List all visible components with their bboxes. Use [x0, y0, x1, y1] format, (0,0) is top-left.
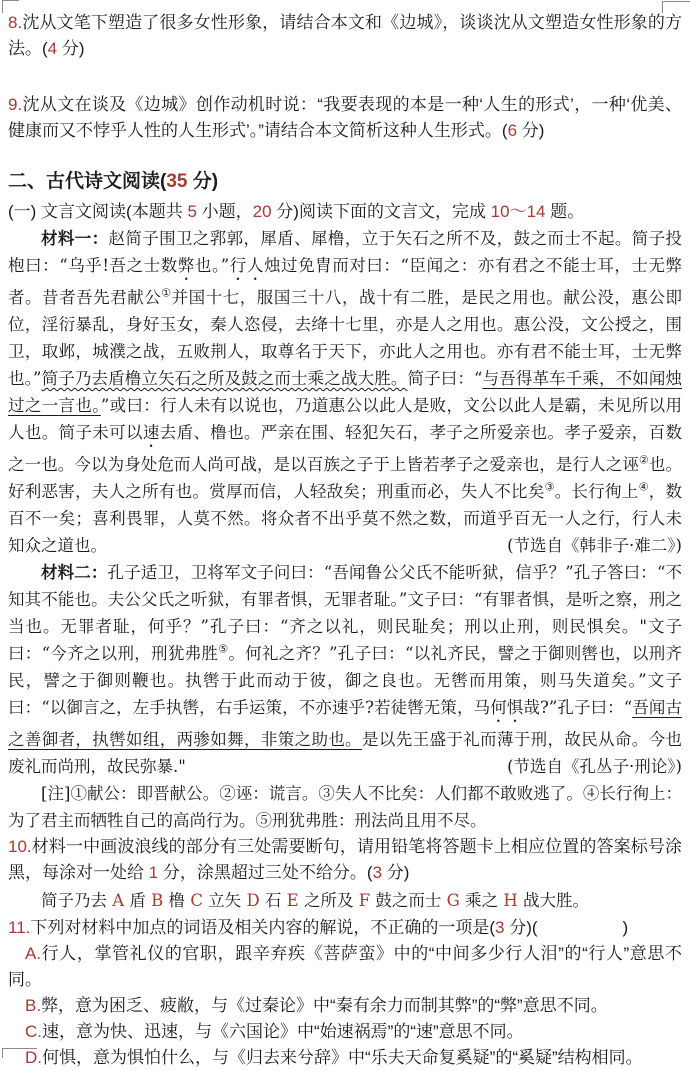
text-run: 赵简子围卫之郛郭，犀盾、犀橹，立于矢石之所不及，鼓之而士不起。简子投枹曰：“乌乎!吾之士数	[8, 229, 683, 275]
text-run: 分)( )	[504, 918, 629, 937]
option-b	[8, 993, 682, 1019]
text-run: 并国十七，服国三十八，战十有二胜，是民之用也。献公没，惠公即位，淫衍暴乱，身好玉女，秦人恣侵，去绛十七里，亦是人之用也。惠公没，文公授之，围卫，取邺，城濮之战，五败荆人，取尊名于天下，亦此人之用也。亦有君不能士耳，士无弊也。”	[8, 288, 682, 388]
option-d	[8, 1045, 682, 1071]
text-run: 石	[259, 891, 287, 910]
text-run: 立矢	[202, 891, 247, 910]
text-run: 5	[187, 202, 197, 221]
text-run: 烛过免胄而对曰：“臣闻之：亦有君之不能士耳，士无弊者。昔者吾先君献公	[8, 256, 683, 307]
text-run: 35	[166, 171, 188, 192]
text-run: 哉?”孔子曰：“	[523, 698, 633, 717]
text-run: 下列对材料中加点的词语及相关内容的解说，不正确的一项是(	[30, 918, 496, 937]
text-run: 鼓之而士	[370, 891, 447, 910]
question-9	[8, 92, 682, 144]
text-run: (节选自《韩非子·难二》)	[507, 536, 682, 555]
text-run: 分)	[382, 863, 410, 882]
text-run: 分)	[57, 39, 85, 58]
text-run: ③	[544, 480, 555, 494]
text-run: C	[190, 891, 203, 910]
text-run: 简子曰：“	[407, 369, 483, 388]
text-run: 沈从文笔下塑造了很多女性形象，请结合本文和《边城》，谈谈沈从文塑造女性形象的方法。(	[8, 13, 682, 58]
text-run: ⑤	[218, 642, 229, 656]
text-run: ④	[638, 480, 649, 494]
text-run: 6	[507, 121, 518, 140]
text-run: ①	[161, 286, 172, 300]
text-run: 3	[495, 918, 505, 937]
text-run: 橹	[163, 891, 191, 910]
text-run: 是以先王盛于礼而薄于刑，故民从命。今也废礼而尚刑，故民弥暴."	[8, 730, 683, 776]
text-run: H	[503, 891, 518, 910]
text-run: 二、古代诗文阅读(	[8, 171, 167, 192]
text-run: (一) 文言文阅读(本题共	[8, 202, 188, 221]
text-run: 乘之	[459, 891, 504, 910]
text-run: (节选自《孔丛子·刑论》)	[507, 757, 682, 776]
text-run: 与吾得革车千乘，不如闻烛过之一言也。	[8, 369, 683, 415]
text-run: 吾闻古之善御者，执辔如组，两骖如舞，非策之助也。	[8, 698, 683, 749]
text-run: 。长行徇上	[554, 482, 639, 501]
text-run: E	[286, 891, 299, 910]
text-run: 1	[148, 863, 159, 882]
text-run: 之所及	[298, 891, 359, 910]
text-run: 弊	[177, 256, 195, 275]
text-run: D	[246, 891, 260, 910]
text-run: 行人	[229, 256, 264, 275]
text-run: 沈从文在谈及《边城》创作动机时说：“我要表现的本是一种‘人生的形式’，一种‘优美、健康而又不悖乎人性的人生形式’。”请结合本文简析这种人生形式。(	[8, 95, 682, 140]
text-run: 简子乃去	[41, 891, 113, 910]
text-run: 也。好利恶害，夫人之所有也。赏厚而信，人轻敌矣；刑重而必，失人不比矣	[8, 455, 682, 501]
text-run: F	[358, 891, 371, 910]
text-run: 盾	[124, 891, 152, 910]
footnotes	[8, 780, 682, 834]
text-run: D.	[25, 1048, 42, 1067]
text-run: C.	[25, 1022, 42, 1041]
text-run: 战大胜。	[517, 891, 589, 910]
material-1-passage	[8, 225, 682, 559]
text-run: 20	[252, 202, 272, 221]
text-run: 何惧，意为惧怕什么，与《归去来兮辞》中“乐夫天命复奚疑”的“奚疑”结构相同。	[42, 1048, 643, 1067]
text-run: 分)	[517, 121, 545, 140]
option-c	[8, 1019, 682, 1045]
text-run: 4	[47, 39, 58, 58]
question-8	[8, 10, 682, 62]
text-run: ，数百不一矣；喜利畏罪，人莫不然。将众者不出乎莫不然之数，而道乎百无一人之行，行人未知众之道也。	[8, 482, 683, 555]
text-run: [注]①献公：即晋献公。②诬：谎言。③失人不比矣：人们都不敢败逃了。④长行徇上：为了君主而牺牲自己的高尚行为。⑤刑犹弗胜：刑法尚且用不尽。	[8, 784, 682, 830]
question-10-sentence	[8, 887, 682, 914]
question-10	[8, 834, 682, 886]
text-run: G	[446, 891, 460, 910]
text-run: A	[112, 891, 125, 910]
question-11	[8, 915, 682, 941]
text-run: 何惧	[490, 698, 524, 717]
text-run: A.	[25, 944, 42, 963]
text-run: 分)	[187, 171, 219, 192]
text-run: 速，意为快、迅速，与《六国论》中“始速祸焉”的“速”意思不同。	[42, 1022, 524, 1041]
text-run: B	[151, 891, 164, 910]
text-run: 9.	[8, 95, 23, 114]
text-run: 3	[372, 863, 383, 882]
text-run: 分)阅读下面的文言文，完成	[271, 202, 491, 221]
subsection-intro	[8, 199, 682, 225]
option-a	[8, 941, 682, 993]
text-run: 材料一中画波浪线的部分有三处需要断句，请用铅笔将答题卡上相应位置的答案标号涂黑，每涂对一处给	[8, 837, 682, 882]
text-run: 分，涂黑超过三处不给分。(	[158, 863, 373, 882]
text-run: 10.	[8, 837, 32, 856]
text-run: 弊，意为困乏、疲敝，与《过秦论》中“秦有余力而制其弊”的“弊”意思不同。	[41, 996, 608, 1015]
text-run: 简子乃去盾橹立矢石之所及鼓之而士乘之战大胜。	[41, 369, 408, 388]
section-heading	[8, 168, 682, 196]
text-run: 。何礼之齐？”孔子曰：“以礼齐民，譬之于御则辔也，以刑齐民，譬之于御则鞭也。执辔于此而动于彼，御之良也。无辔而用策，则马失道矣。”文子曰：“以御言之，左手执辔，右手运策，不亦速乎?若徒辔无策，马	[8, 644, 682, 717]
text-run: ”或曰：行人未有以说也，乃道惠公以此人是败，文公以此人是霸，未见所以用人也。简子未可以	[8, 396, 683, 442]
text-run: 8.	[8, 13, 23, 32]
material-2-passage	[8, 559, 682, 780]
text-run: 11.	[8, 918, 31, 937]
text-run: 题。	[545, 202, 585, 221]
text-run: 10～14	[490, 202, 546, 221]
text-run: 去盾、橹也。严亲在围、轻犯矢石，孝子之所爱亲也。孝子爱亲，百数之一也。今以为身处危而人尚可战，是以百族之子于上皆若孝子之爱亲也，是行人之诬	[8, 423, 683, 474]
text-run: 孔子适卫，卫将军文子问曰：“吾闻鲁公父氏不能听狱，信乎？”孔子答曰：“不知其不能也。夫公父氏之听狱，有罪者惧，无罪者耻。”文子曰：“有罪者惧，是听之察，刑之当也。无罪者耻，何乎？”孔子曰：“齐之以礼，则民耻矣；刑以止刑，则民惧矣。"文子曰：“今齐之以刑，刑犹弗胜	[8, 563, 683, 663]
text-run: B.	[25, 996, 42, 1015]
text-run: 材料二：	[41, 563, 108, 582]
text-run: ②	[638, 453, 649, 467]
text-run: 材料一：	[41, 229, 109, 248]
text-run: 也。”	[194, 256, 230, 275]
text-run: 行人，掌管礼仪的官职，跟辛弃疾《菩萨蛮》中的“中间多少行人泪”的“行人”意思不同。	[8, 944, 682, 989]
text-run: 速	[142, 423, 160, 442]
text-run: 小题，	[196, 202, 253, 221]
